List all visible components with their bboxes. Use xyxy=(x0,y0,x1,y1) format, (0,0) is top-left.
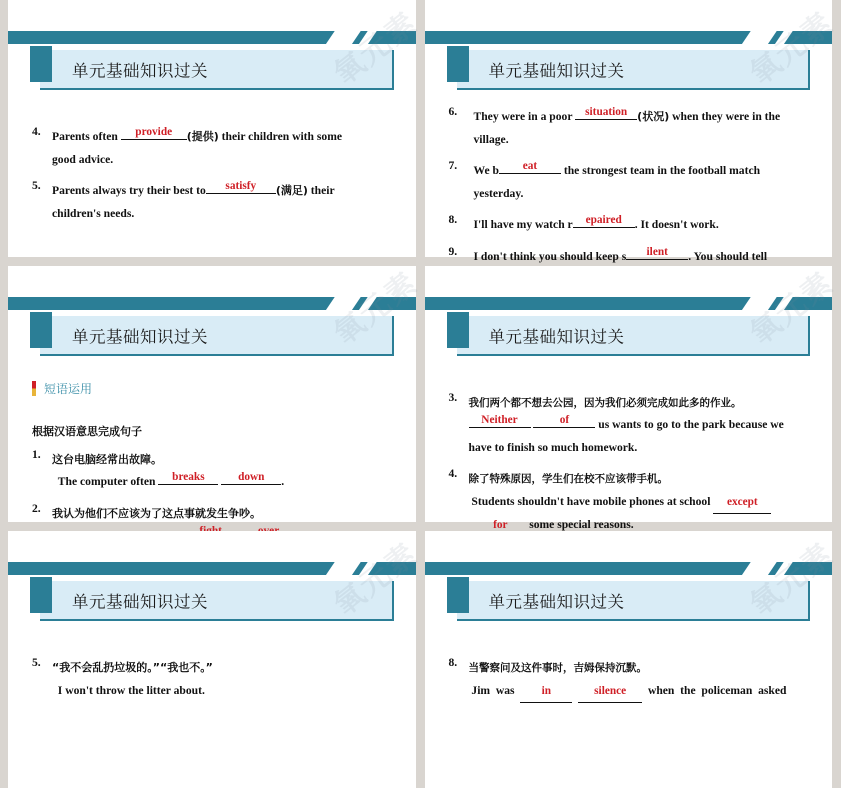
chinese-sentence: 我认为他们不应该为了这点事就发生争吵。 xyxy=(52,506,261,520)
watermark: 氧元素 xyxy=(327,5,425,93)
slide-title-tab xyxy=(30,312,52,348)
answer-blank[interactable] xyxy=(158,472,218,485)
slide-title-text: 单元基础知识过关 xyxy=(72,592,208,612)
question-item xyxy=(449,468,811,537)
question-number: 7. xyxy=(448,159,458,173)
answer-blank[interactable] xyxy=(206,181,276,194)
slide-body xyxy=(425,362,833,532)
question-item xyxy=(449,160,811,205)
answer-blank[interactable] xyxy=(121,127,187,140)
answer-blank[interactable] xyxy=(221,472,281,485)
question-item xyxy=(32,657,394,702)
answer-fill[interactable]: for xyxy=(474,514,526,537)
answer-fill[interactable]: except xyxy=(713,491,771,514)
question-number: 8. xyxy=(448,213,458,227)
question-text: We b eat the strongest team in the football match yesterday. xyxy=(473,159,761,200)
slide-4 xyxy=(425,266,833,532)
question-text: 这台电脑经常出故障。 The computer often breaks down . xyxy=(52,452,285,489)
question-number: 6. xyxy=(448,105,458,118)
slide-title-area xyxy=(30,316,406,356)
slide-body xyxy=(8,627,416,788)
question-number: 4. xyxy=(32,125,41,138)
question-item xyxy=(32,449,394,494)
question-number: 9. xyxy=(448,244,458,258)
slide-title-area xyxy=(30,50,406,90)
slide-body xyxy=(8,362,416,523)
watermark: 氧元素 xyxy=(327,536,425,624)
question-text: Parents often provide (提供) their children with some good advice. xyxy=(52,125,342,166)
question-item xyxy=(449,214,811,237)
answer-text: of xyxy=(559,413,570,426)
chinese-hint: (状况) xyxy=(637,110,670,123)
question-item xyxy=(32,180,394,225)
slide-topbar xyxy=(8,31,416,44)
answer-fill[interactable]: silence xyxy=(578,680,642,703)
answer-blank[interactable] xyxy=(499,161,561,174)
question-text: Parents always try their best to satisfy (满足) their children's needs. xyxy=(52,179,335,220)
question-item xyxy=(449,106,811,151)
slide-topbar xyxy=(425,562,833,575)
instruction-text: 根据汉语意思完成句子 xyxy=(32,424,142,438)
slide-title-text: 单元基础知识过关 xyxy=(488,592,625,612)
question-text: I'll have my watch r epaired . It doesn't work. xyxy=(473,214,719,232)
question-text: 我们两个都不想去公园，因为我们必须完成如此多的作业。 Neither of us wants to go to the park because we have to finish so much homework. xyxy=(468,396,784,454)
question-text: 除了特殊原因，学生们在校不应该带手机。 Students shouldn't have mobile phones at school except for some special reasons. xyxy=(469,468,811,537)
watermark: 氧元素 xyxy=(743,536,841,624)
slide-title-text: 单元基础知识过关 xyxy=(72,327,208,347)
question-text: “我不会乱扔垃圾的。”“我也不。” I won't throw the litter about. xyxy=(52,661,213,697)
answer-text: ilent xyxy=(646,245,668,258)
chinese-hint: (满足) xyxy=(275,184,308,198)
slide-topbar xyxy=(8,562,416,575)
slide-title-tab xyxy=(447,312,469,348)
slide-title-area xyxy=(447,316,823,356)
answer-text: satisfy xyxy=(225,179,257,192)
slide-title-tab xyxy=(30,577,52,613)
answer-blank[interactable] xyxy=(575,107,637,120)
answer-text: epaired xyxy=(585,214,622,227)
slide-2 xyxy=(425,0,841,263)
answer-text: eat xyxy=(522,159,538,172)
question-text: 当警察问及这件事时，吉姆保持沉默。 Jim was in silence when the policeman asked xyxy=(469,657,811,703)
chinese-hint: (提供) xyxy=(186,130,219,143)
answer-blank[interactable] xyxy=(469,415,531,428)
slide-title-area xyxy=(447,581,823,621)
slide-topbar xyxy=(8,297,416,310)
question-text: They were in a poor situation (状况) when they were in the village. xyxy=(473,105,781,146)
slide-3 xyxy=(8,266,416,523)
question-number: 2. xyxy=(32,501,41,515)
question-text: I don't think you should keep s ilent . You should tell xyxy=(473,245,768,263)
slide-5 xyxy=(8,531,425,788)
slide-topbar xyxy=(425,297,833,310)
chinese-sentence: 我们两个都不想去公园，因为我们必须完成如此多的作业。 xyxy=(468,396,742,409)
section-marker-icon xyxy=(32,381,36,396)
slide-title-tab xyxy=(30,46,52,82)
answer-blank[interactable] xyxy=(533,415,595,428)
slide-topbar xyxy=(425,31,833,44)
answer-text: down xyxy=(238,470,265,483)
slide-title-area xyxy=(30,581,406,621)
section-label: 短语运用 xyxy=(44,381,93,396)
slide-body xyxy=(8,96,416,257)
slide-6 xyxy=(425,531,841,788)
answer-fill[interactable]: in xyxy=(520,680,572,703)
slide-title-area xyxy=(447,50,823,90)
chinese-sentence: 当警察问及这件事时，吉姆保持沉默。 xyxy=(468,662,647,675)
slide-1 xyxy=(8,0,425,257)
answer-text: Neither xyxy=(481,413,518,426)
question-number: 5. xyxy=(32,179,41,193)
question-item xyxy=(449,392,811,460)
slide-body xyxy=(425,96,833,263)
answer-blank[interactable] xyxy=(626,247,688,260)
slide-title-tab xyxy=(447,577,469,613)
slide-title-text: 单元基础知识过关 xyxy=(488,61,625,81)
question-number: 4. xyxy=(448,467,458,481)
chinese-sentence: “我不会乱扔垃圾的。”“我也不。” xyxy=(52,661,213,675)
question-item xyxy=(32,126,394,171)
chinese-sentence: 这台电脑经常出故障。 xyxy=(52,452,162,466)
answer-blank[interactable] xyxy=(573,215,635,228)
slide-title-text: 单元基础知识过关 xyxy=(72,61,208,81)
question-number: 8. xyxy=(448,656,458,670)
slide-body xyxy=(425,627,833,788)
slide-title-text: 单元基础知识过关 xyxy=(488,327,625,347)
answer-text: situation xyxy=(585,105,628,118)
question-number: 5. xyxy=(32,656,41,670)
question-number: 3. xyxy=(448,390,458,404)
watermark: 氧元素 xyxy=(743,5,841,93)
chinese-sentence: 除了特殊原因，学生们在校不应该带手机。 xyxy=(468,473,668,486)
section-header xyxy=(32,380,394,397)
question-item xyxy=(449,657,811,703)
answer-text: provide xyxy=(135,125,173,138)
question-number: 1. xyxy=(32,447,41,461)
answer-text: breaks xyxy=(172,470,205,483)
slide-title-tab xyxy=(447,46,469,82)
